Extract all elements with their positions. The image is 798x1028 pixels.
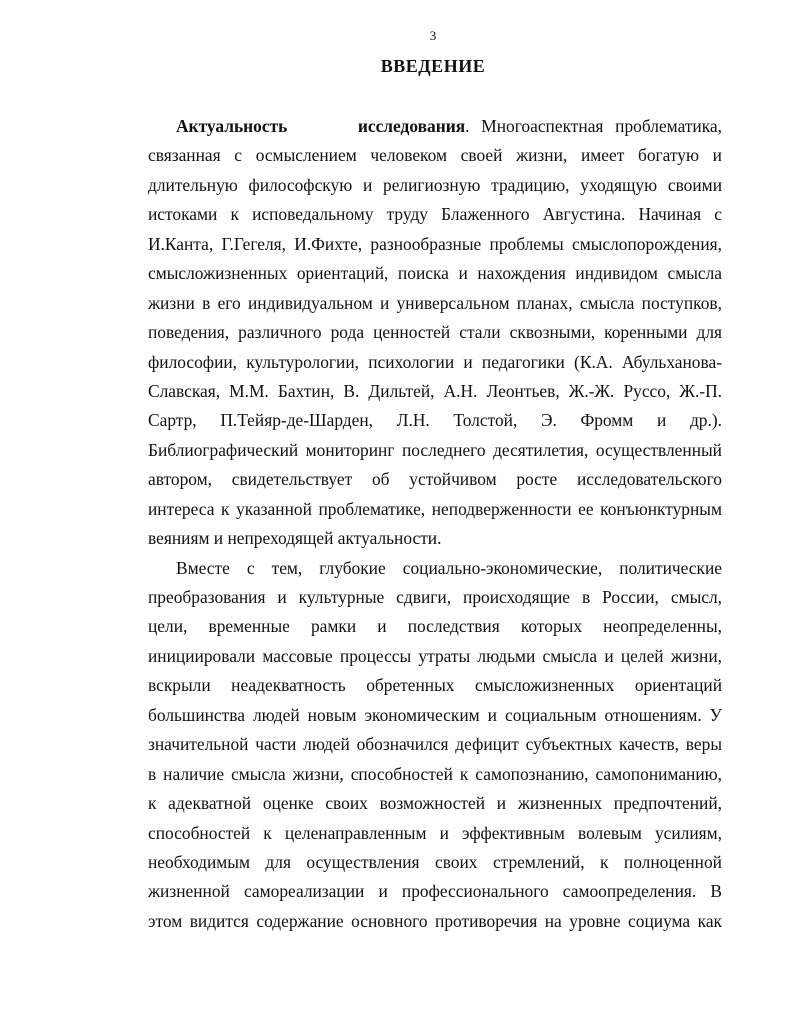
paragraph-1-line: Библиографический мониторинг последнего десятилетия, осуществленный	[148, 439, 722, 460]
paragraph-2-line: инициировали массовые процессы утраты людьми смысла и целей жизни,	[148, 645, 722, 666]
paragraph-2-line: большинства людей новым экономическим и социальным отношениям. У	[148, 704, 722, 725]
paragraph-2-line: значительной части людей обозначился дефицит субъектных качеств, веры	[148, 734, 722, 755]
paragraph-2-line: цели, временные рамки и последствия которых неопределенны,	[148, 616, 722, 637]
paragraph-2-line: к адекватной оценке своих возможностей и жизненных предпочтений,	[148, 793, 722, 814]
paragraph-2-line: этом видится содержание основного противоречия на уровне социума как	[148, 910, 722, 931]
page-number: 3	[429, 28, 437, 43]
lead-rest: . Многоаспектная проблематика,	[465, 116, 722, 136]
paragraph-1-line-1	[148, 112, 722, 141]
paragraph-1-line: Сартр, П.Тейяр-де-Шарден, Л.Н. Толстой, Э. Фромм и др.).	[148, 410, 722, 431]
paragraph-1-line: жизни в его индивидуальном и универсальном планах, смысла поступков,	[148, 292, 722, 313]
paragraph-2-line: вскрыли неадекватность обретенных смысложизненных ориентаций	[148, 675, 722, 696]
paragraph-1-line: связанная с осмыслением человеком своей жизни, имеет богатую и	[148, 145, 722, 166]
paragraph-1-line: веяниям и непреходящей актуальности.	[148, 528, 442, 549]
paragraph-2-line: преобразования и культурные сдвиги, происходящие в России, смысл,	[148, 587, 722, 607]
lead-word-1: Актуальность	[176, 116, 288, 136]
paragraph-2-line: в наличие смысла жизни, способностей к самопознанию, самопониманию,	[148, 763, 722, 784]
paragraph-1-line: поведения, различного рода ценностей стали сквозными, коренными для	[148, 322, 722, 343]
paragraph-1-line: интереса к указанной проблематике, неподверженности ее конъюнктурным	[148, 498, 722, 519]
paragraph-1-line: И.Канта, Г.Гегеля, И.Фихте, разнообразные проблемы смыслопорождения,	[148, 233, 722, 254]
paragraph-1-line: Славская, М.М. Бахтин, В. Дильтей, А.Н. Леонтьев, Ж.-Ж. Руссо, Ж.-П.	[148, 380, 722, 401]
paragraph-1-line: смысложизненных ориентаций, поиска и нахождения индивидом смысла	[148, 263, 722, 284]
paragraph-1-line: истоками к исповедальному труду Блаженного Августина. Начиная с	[148, 204, 722, 225]
section-heading: ВВЕДЕНИЕ	[380, 56, 486, 76]
paragraph-2-line: жизненной самореализации и профессионального самоопределения. В	[148, 881, 722, 902]
paragraph-1-line: автором, свидетельствует об устойчивом росте исследовательского	[148, 469, 722, 490]
paragraph-2-line: необходимым для осуществления своих стремлений, к полноценной	[148, 851, 722, 872]
lead-word-2: исследования	[357, 116, 466, 136]
paragraph-2-line: Вместе с тем, глубокие социально-экономические, политические	[176, 557, 722, 578]
paragraph-1-line: философии, культурологии, психологии и педагогики (К.А. Абульханова-	[148, 351, 722, 372]
paragraph-2-line: способностей к целенаправленным и эффективным волевым усилиям,	[148, 822, 722, 843]
body-text	[148, 112, 722, 936]
paragraph-1-line: длительную философскую и религиозную традицию, уходящую своими	[148, 174, 722, 195]
